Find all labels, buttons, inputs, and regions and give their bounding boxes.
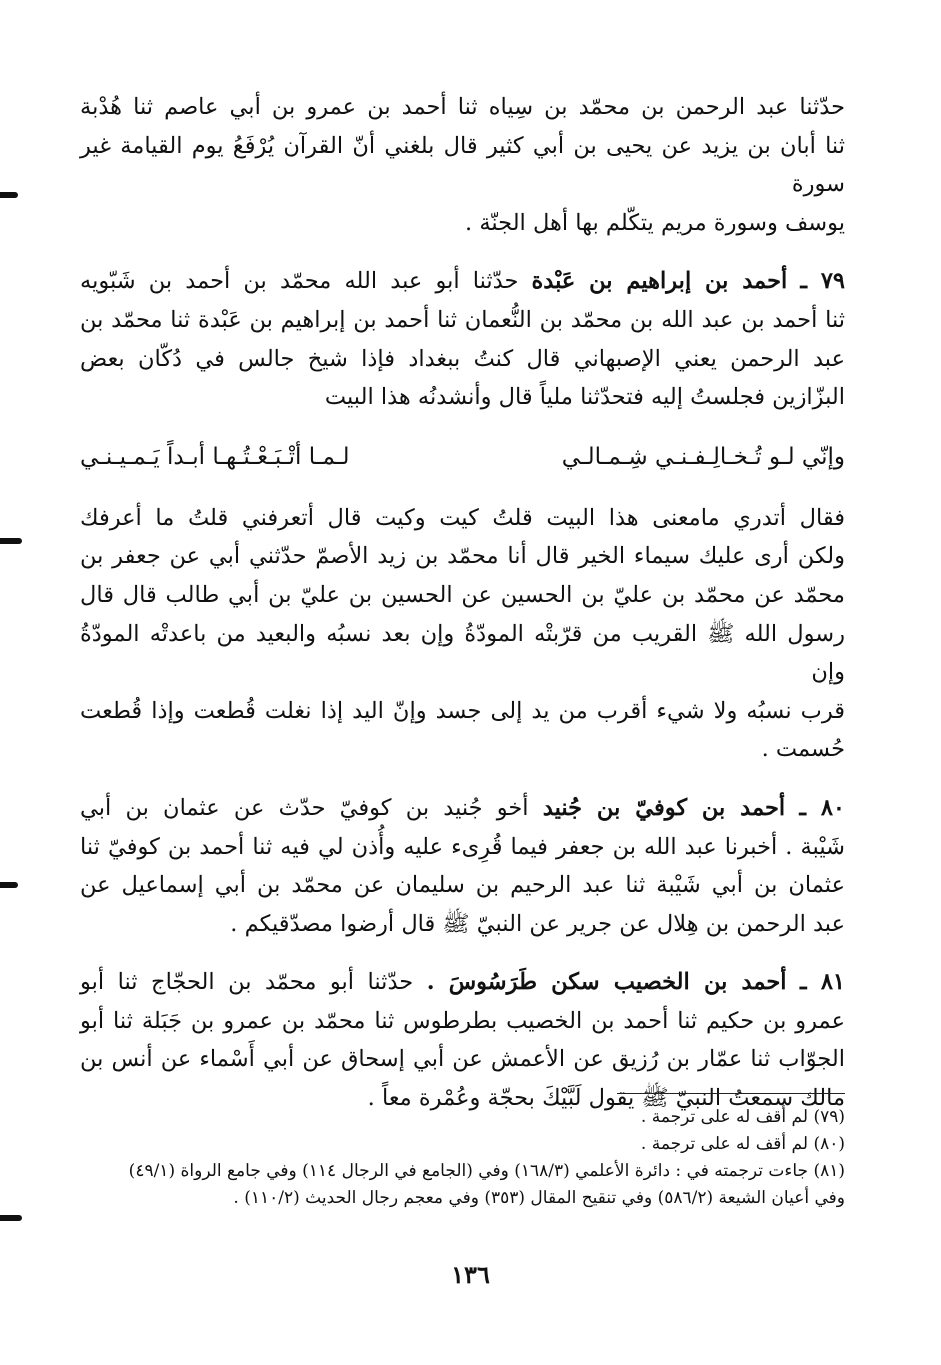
entry-heading: أحمد بن إبراهيم بن عَبْدة (531, 268, 788, 295)
footnote-79: (٧٩) لم أقف له على ترجمة . (640, 1107, 845, 1127)
entry-first-line (80, 963, 845, 1002)
entry-number: ٨١ ـ (800, 969, 845, 996)
footnotes (85, 1104, 845, 1212)
text-line: حدّثنا عبد الرحمن بن محمّد بن سِياه ثنا أحمد بن عمرو بن أبي عاصم ثنا هُدْبة (80, 94, 845, 120)
text-line: يوسف وسورة مريم يتكّلم بها أهل الجنّة . (465, 209, 845, 236)
text-line: عمرو بن حكيم ثنا أحمد بن الخصيب بطرطوس ثنا محمّد بن عمرو بن جَبَلة ثنا أبو (80, 1007, 845, 1034)
footnote-81-continued: وفي أعيان الشيعة (٥٨٦/٢) وفي تنقيح المقال (٣٥٣) وفي معجم رجال الحديث (١١٠/٢) . (233, 1188, 845, 1208)
footnote-81: (٨١) جاءت ترجمته في : دائرة الأعلمي (١٦٨/٣) وفي (الجامع في الرجال ١١٤) وفي جامع الرواة (٤٩/١) (128, 1161, 845, 1181)
text-line: عبد الرحمن بن هِلال عن جرير عن النبيّ ﷺ قال أرضوا مصدّقيكم . (230, 910, 845, 937)
page-number: ١٣٦ (451, 1260, 490, 1289)
text-line: الجوّاب ثنا عمّار بن رُزيق عن الأعمش عن أبي إسحاق عن أبي أَسْماء عن أنس بن (80, 1046, 845, 1073)
page-body (80, 88, 845, 1138)
entry-number: ٧٩ ـ (800, 268, 845, 295)
verse-right-hemistich: وإنّي لـو تُـخـالِـفـنـي شِـمـالـي (561, 443, 845, 470)
poem-verse (80, 437, 845, 477)
text-line: البزّازين فجلستُ إليه فتحدّثنا ملياً قال وأنشدنُه هذا البيت (324, 384, 845, 411)
scan-edge-mark (0, 538, 22, 544)
entry-first-line (80, 262, 845, 301)
entry-80 (80, 789, 845, 943)
entry-81 (80, 963, 845, 1117)
entry-number: ٨٠ ـ (799, 794, 846, 821)
entry-heading: أحمد بن كوفيّ بن جُنيد (542, 794, 786, 821)
entry-first-line (80, 789, 845, 828)
text-line: ولكن أرى عليك سيماء الخير قال أنا محمّد بن زيد الأصمّ حدّثني أبي عن جعفر بن (80, 543, 845, 570)
paragraph-hadith (80, 499, 845, 769)
text-line: قرب نسبُه ولا شيء أقرب من يد إلى جسد وإنّ اليد إذا نغلت قُطعت وإذا قُطعت (80, 697, 845, 724)
text-line: ثنا أبان بن يزيد عن يحيى بن أبي كثير قال بلغني أنّ القرآن يُرْفَعُ يوم القيامة غير سورة (80, 132, 845, 198)
text-line: حدّثنا أبو محمّد بن الحجّاج ثنا أبو (80, 969, 414, 996)
entry-heading: أحمد بن الخصيب سكن طَرَسُوسَ . (426, 969, 787, 996)
footnote-separator (617, 1093, 845, 1094)
paragraph-intro (80, 88, 845, 242)
text-line: رسول الله ﷺ القريب من قرّبتْه المودّةُ وإن بعد نسبُه والبعيد من باعدتْه المودّةُ وإن (80, 620, 845, 686)
entry-79 (80, 262, 845, 416)
scan-edge-mark (0, 882, 18, 888)
text-line: ثنا أحمد بن عبد الله بن محمّد بن النُّعمان ثنا أحمد بن إبراهيم بن عَبْدة ثنا محمّد بن (80, 306, 845, 333)
text-line: أخو جُنيد بن كوفيّ حدّث عن عثمان بن أبي (80, 794, 529, 821)
text-line: حدّثنا أبو عبد الله محمّد بن أحمد بن شَبّويه (80, 268, 519, 295)
scan-edge-mark (0, 1215, 22, 1221)
footnote-80: (٨٠) لم أقف له على ترجمة . (640, 1134, 845, 1154)
text-line: حُسمت . (761, 736, 845, 763)
text-line: مالك سمعتُ النبيّ ﷺ يقول لَبَّيْكَ بحجّة وعُمْرة معاً . (367, 1085, 845, 1112)
text-line: عثمان بن أبي شَيْبة ثنا عبد الرحيم بن سليمان عن محمّد بن أبي إسماعيل عن (80, 872, 845, 899)
text-line: فقال أتدري مامعنى هذا البيت قلتُ كيت وكيت قال أتعرفني قلتُ ما أعرفك (80, 504, 845, 531)
text-line: شَيْبة . أخبرنا عبد الله بن جعفر فيما قُرِىء عليه وأُذن لي فيه ثنا أحمد بن كوفيّ ثنا (80, 833, 845, 860)
text-line: محمّد عن محمّد بن عليّ بن الحسين عن الحسين بن عليّ بن أبي طالب قال قال (80, 581, 845, 608)
text-line: عبد الرحمن يعني الإصبهاني قال كنتُ ببغداد فإذا شيخ جالس في دُكّان بعض (80, 345, 845, 372)
verse-left-hemistich: لـمـا أتْـبَـعْـتُـهـا أبـداً يَـمـيـنـي (80, 443, 350, 470)
scan-edge-mark (0, 192, 18, 198)
